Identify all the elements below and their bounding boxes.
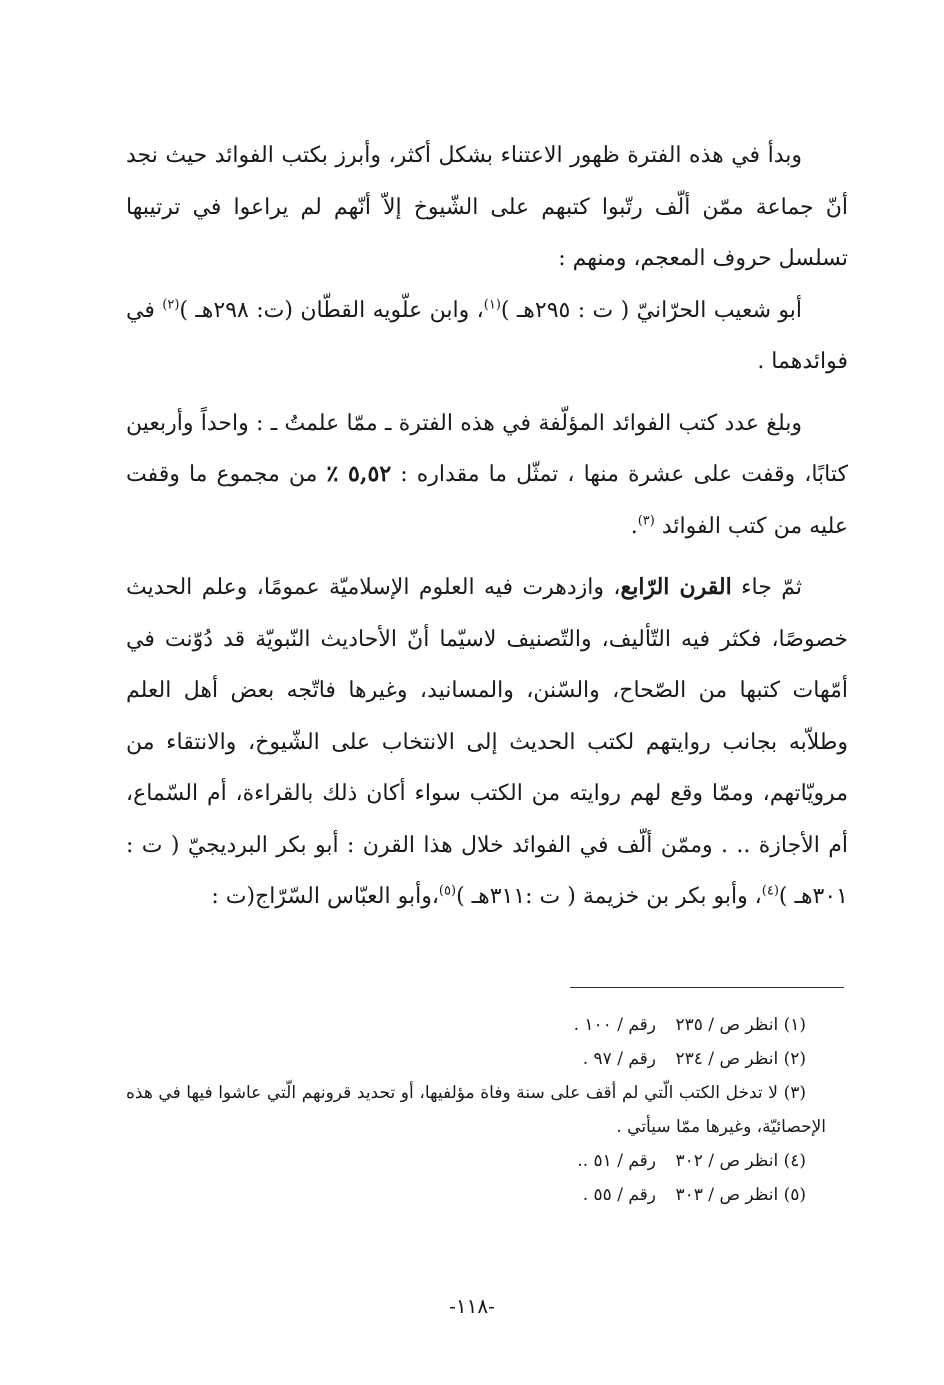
footnotes — [126, 1008, 848, 1212]
footnote-2 — [126, 1042, 848, 1076]
footnote-1-ref: (١) انظر ص / ٢٣٥ — [675, 1015, 806, 1035]
paragraph-2-part-a: أبو شعيب الحرّانيّ ( ت : ٢٩٥هـ ) — [500, 297, 802, 323]
footnote-2-ref: (٢) انظر ص / ٢٣٤ — [675, 1049, 806, 1069]
paragraph-1-text: وبدأ في هذه الفترة ظهور الاعتناء بشكل أكثر، وأبرز بكتب الفوائد حيث نجد أنّ جماعة ممّن ألّف رتّبوا كتبهم على الشّيوخ إلاّ أنّهم لم يراعوا في ترتيبها تسلسل حروف المعجم، ومنهم : — [126, 143, 848, 271]
paragraph-4-part-c: ، وأبو بكر بن خزيمة ( ت :٣١١هـ ) — [456, 884, 762, 909]
footnote-5 — [126, 1178, 848, 1212]
footnote-1 — [126, 1008, 848, 1042]
paragraph-2-part-b: ، وابن علّويه القطّان (ت: ٢٩٨هـ ) — [179, 297, 484, 323]
footnote-ref-3: (٣) — [637, 513, 655, 529]
footnote-ref-4: (٤) — [761, 883, 779, 899]
paragraph-3-part-b: من مجموع ما وقفت عليه من كتب الفوائد — [126, 462, 848, 539]
paragraph-4-part-a: ثمّ جاء — [731, 575, 803, 600]
page-number: -١١٨- — [449, 1294, 495, 1318]
footnote-divider — [570, 987, 844, 988]
footnote-4-number: رقم / ٥١ .. — [577, 1151, 656, 1171]
paragraph-3-part-a: وبلغ عدد كتب الفوائد المؤلّفة في هذه الفترة ـ ممّا علمتُ ـ : واحداً وأربعين كتابًا، وقفت على عشرة منها ، تمثّل ما مقداره : — [126, 410, 848, 487]
percentage-value: ٥,٥٢ ٪ — [326, 461, 392, 487]
paragraph-1 — [126, 130, 848, 285]
main-text — [126, 130, 848, 923]
footnote-5-number: رقم / ٥٥ . — [582, 1185, 656, 1205]
footnote-3: (٣) لا تدخل الكتب الّتي لم أقف على سنة وفاة مؤلفيها، أو تحديد قرونهم الّتي عاشوا فيها في هذه الإحصائيّة، وغيرها ممّا سيأتي . — [126, 1083, 826, 1137]
paragraph-2 — [126, 285, 848, 388]
footnote-1-number: رقم / ١٠٠ . — [573, 1015, 656, 1035]
century-heading: القرن الرّابع — [620, 574, 732, 600]
paragraph-3-part-c: . — [630, 513, 638, 539]
footnote-2-number: رقم / ٩٧ . — [582, 1049, 656, 1069]
footnote-5-ref: (٥) انظر ص / ٣٠٣ — [675, 1185, 806, 1205]
paragraph-4-part-b: ، وازدهرت فيه العلوم الإسلاميّة عمومًا، وعلم الحديث خصوصًا، فكثر فيه التّأليف، والتّصنيف لاسيّما أنّ الأحاديث النّبويّة قد دُوّنت في أمّهات كتبها من الصّحاح، والسّنن، والمسانيد، وغيرها فاتّجه بعض أهل العلم وطلاّبه بجانب روايتهم لكتب الحديث إلى الانتخاب على الشّيوخ، والانتقاء من مرويّاتهم، وممّا وقع لهم روايته من الكتب سواء أكان ذلك بالقراءة، أم السّماع، أم الأجازة .. . وممّن ألّف في الفوائد خلال هذا القرن : أبو بكر البرديجيّ ( ت : ٣٠١هـ ) — [126, 575, 848, 909]
paragraph-3 — [126, 398, 848, 553]
footnote-4 — [126, 1144, 848, 1178]
footnote-ref-5: (٥) — [438, 883, 457, 899]
paragraph-2-part-c: في فوائدهما . — [126, 297, 848, 374]
paragraph-4-part-d: ،وأبو العبّاس السّرّاج(ت : — [211, 884, 439, 909]
paragraph-4 — [126, 562, 848, 923]
footnote-ref-1: (١) — [483, 297, 501, 313]
footnote-4-ref: (٤) انظر ص / ٣٠٢ — [675, 1151, 806, 1171]
footnote-ref-2: (٢) — [162, 297, 180, 313]
